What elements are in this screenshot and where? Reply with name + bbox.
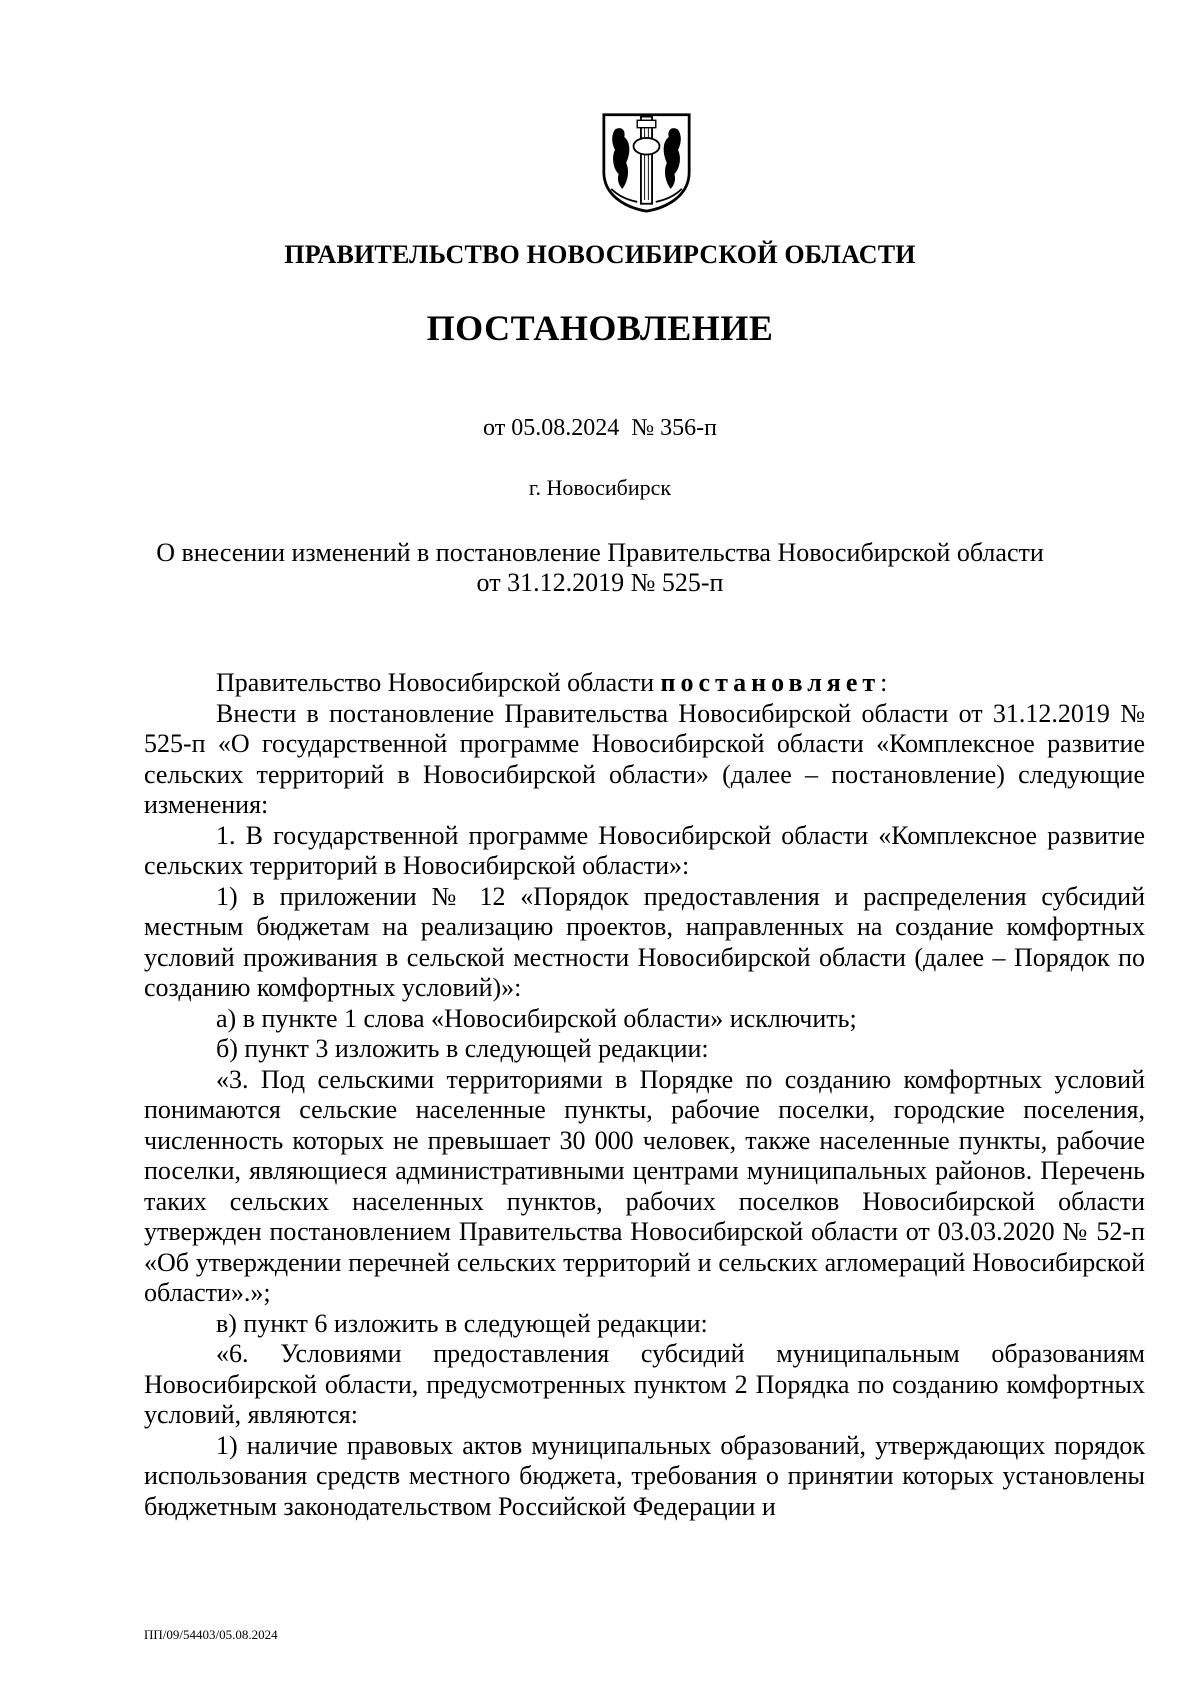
body-paragraph: 1) в приложении № 12 «Порядок предоставления и распределения субсидий местным бюджетам на реализацию проектов, направленных на создание комфортных условий проживания в сельской местности Новосибирской области (далее – Порядок по созданию комфортных условий)»: <box>144 881 1145 1002</box>
body-paragraph: «6. Условиями предоставления субсидий муниципальным образованиям Новосибирской области, предусмотренных пунктом 2 Порядка по созданию комфортных условий, являются: <box>144 1339 1145 1429</box>
city-line: г. Новосибирск <box>528 475 672 500</box>
body-paragraph: 1) наличие правовых актов муниципальных образований, утверждающих порядок использования средств местного бюджета, требования о принятии которых установлены бюджетным законодательством Российской Федерации и <box>144 1430 1145 1521</box>
body-paragraph: а) в пункте 1 слова «Новосибирской области» исключить; <box>216 1003 857 1033</box>
body-paragraph: 1. В государственной программе Новосибирской области «Комплексное развитие сельских территорий в Новосибирской области»: <box>144 820 1145 880</box>
authority-title: ПРАВИТЕЛЬСТВО НОВОСИБИРСКОЙ ОБЛАСТИ <box>284 240 916 269</box>
resolves-keyword: постановляет <box>660 668 881 697</box>
body-paragraph: «3. Под сельскими территориями в Порядке по созданию комфортных условий понимаются сельские населенные пункты, рабочие поселки, городские поселения, численность которых не превышает 30 000 человек, также населенные пункты, рабочие поселки, являющиеся административными центрами муниципальных районов. Перечень таких сельских населенных пунктов, рабочих поселков Новосибирской области утвержден постановлением Правительства Новосибирской области от 03.03.2020 № 52-п «Об утверждении перечней сельских территорий и сельских агломераций Новосибирской области».»; <box>144 1064 1145 1307</box>
body-paragraph: в) пункт 6 изложить в следующей редакции: <box>216 1308 708 1338</box>
coat-of-arms-icon <box>599 111 694 213</box>
subject-line-2: от 31.12.2019 № 525-п <box>476 568 724 597</box>
resolution-intro <box>144 668 1145 699</box>
intro-colon: : <box>880 668 888 697</box>
subject-line-1: О внесении изменений в постановление Правительства Новосибирской области <box>156 538 1044 567</box>
intro-text: Правительство Новосибирской области <box>216 668 661 697</box>
document-kind-title: ПОСТАНОВЛЕНИЕ <box>426 308 774 348</box>
document-subject <box>0 538 1200 598</box>
document-registration-code: ПП/09/54403/05.08.2024 <box>144 1627 278 1642</box>
document-body <box>144 668 1145 1522</box>
document-number-line: от 05.08.2024 № 356-п <box>483 415 717 441</box>
body-paragraph: б) пункт 3 изложить в следующей редакции: <box>216 1034 709 1063</box>
body-paragraph: Внести в постановление Правительства Новосибирской области от 31.12.2019 № 525-п «О государственной программе Новосибирской области «Комплексное развитие сельских территорий в Новосибирской области» (далее – постановление) следующие изменения: <box>144 698 1145 819</box>
